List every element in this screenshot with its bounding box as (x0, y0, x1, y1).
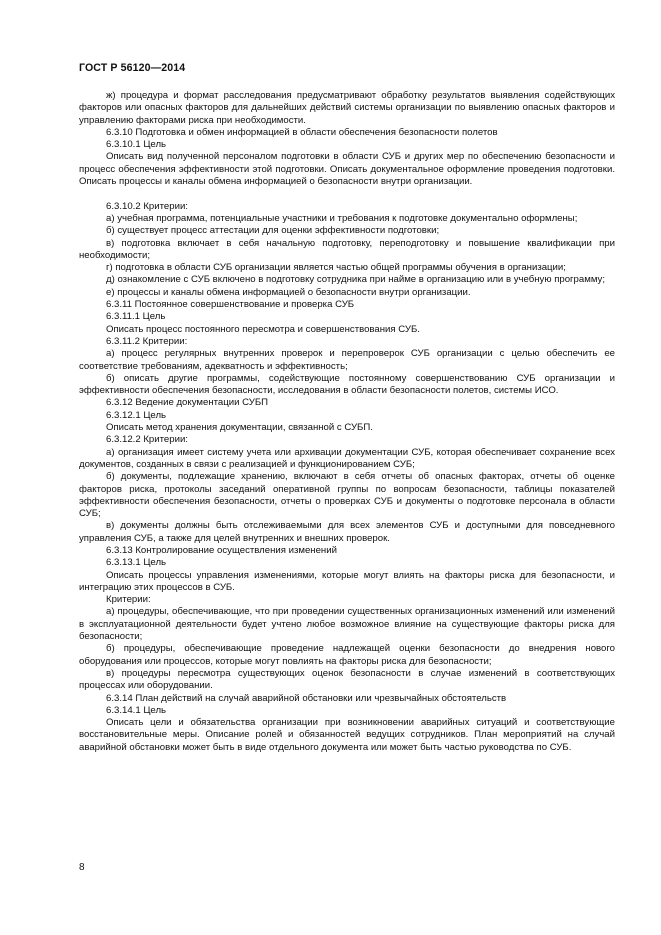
paragraph: 6.3.12 Ведение документации СУБП (106, 397, 269, 409)
paragraph: б) существует процесс аттестации для оценки эффективности подготовки; (106, 225, 440, 237)
paragraph: а) процедуры, обеспечивающие, что при проведении существенных организационных изменений или изменений в эксплуатационной деятельности будет учтено любое возможное влияние на существующие факторы риска для безопасности; (79, 606, 615, 643)
paragraph: б) описать другие программы, содействующие постоянному совершенствованию СУБ организации и эффективности обеспечения безопасности, исследования в области безопасности полетов, системы ИСО. (79, 372, 615, 397)
paragraph: а) учебная программа, потенциальные участники и требования к подготовке документально оформлены; (106, 212, 578, 224)
paragraph: 6.3.11.2 Критерии: (106, 335, 188, 347)
paragraph: Критерии: (106, 594, 151, 606)
paragraph: в) процедуры пересмотра существующих оценок безопасности в случае изменений в соответствующих процессах или оборудовании. (79, 667, 615, 692)
paragraph: в) подготовка включает в себя начальную подготовку, переподготовку и повышение квалификации при необходимости; (79, 237, 615, 261)
paragraph: 6.3.14.1 Цель (106, 704, 167, 716)
paragraph: б) документы, подлежащие хранению, включают в себя отчеты об опасных факторах, отчеты об оценке факторов риска, протоколы заседаний оперативной группы по вопросам безопасности, таблицы показателей эффективности обеспечения безопасности, отчеты о проверках СУБ и документы о подготовке персонала в области СУБ; (79, 471, 615, 520)
paragraph: а) организация имеет систему учета или архивации документации СУБ, которая обеспечивает сохранение всех документов, созданных в связи с реализацией и функционированием СУБ; (79, 446, 615, 470)
paragraph: 6.3.12.2 Критерии: (106, 434, 188, 446)
paragraph: б) процедуры, обеспечивающие проведение надлежащей оценки безопасности до внедрения нового оборудования или процессов, которые могут повлиять на факторы риска для безопасности; (79, 643, 615, 667)
paragraph: Описать процесс постоянного пересмотра и совершенствования СУБ. (106, 323, 420, 335)
paragraph: 6.3.13 Контролирование осуществления изменений (106, 544, 337, 556)
paragraph: 6.3.10.1 Цель (106, 139, 167, 151)
paragraph: е) процессы и каналы обмена информацией о безопасности внутри организации. (106, 286, 471, 298)
paragraph: в) документы должны быть отслеживаемыми для всех элементов СУБ и доступными для повседневного управления СУБ, а также для целей внутренних и внешних проверок. (79, 520, 615, 544)
paragraph: г) подготовка в области СУБ организации является частью общей программы обучения в организации; (106, 262, 566, 274)
paragraph: 6.3.11.1 Цель (106, 311, 166, 323)
paragraph: Описать цели и обязательства организации при возникновении аварийных ситуаций и соответствующие восстановительные меры. Описание ролей и обязанностей ведущих сотрудников. План мероприятий на случай аварийной обстановки может быть в виде отдельного документа или может быть частью руководства по СУБ. (79, 717, 615, 753)
paragraph: 6.3.13.1 Цель (106, 557, 167, 569)
paragraph: 6.3.10 Подготовка и обмен информацией в области обеспечения безопасности полетов (106, 126, 498, 138)
paragraph: ж) процедура и формат расследования предусматривают обработку результатов выявления содействующих факторов или опасных факторов для дальнейших действий системы организации по выявлению опасных факторов и управлению факторами риска при необходимости. (79, 90, 615, 126)
paragraph: 6.3.14 План действий на случай аварийной обстановки или чрезвычайных обстоятельств (106, 692, 507, 704)
paragraph: Описать процессы управления изменениями, которые могут влиять на факторы риска для безопасности, и интеграцию этих процессов в СУБ. (79, 569, 615, 593)
paragraph: Описать метод хранения документации, связанной с СУБП. (106, 422, 373, 434)
paragraph: д) ознакомление с СУБ включено в подготовку сотрудника при найме в организацию или в учебную программу; (106, 274, 605, 286)
document-body (79, 90, 615, 754)
paragraph: 6.3.11 Постоянное совершенствование и проверка СУБ (106, 299, 355, 311)
paragraph: 6.3.12.1 Цель (106, 409, 167, 421)
paragraph: 6.3.10.2 Критерии: (106, 200, 188, 212)
paragraph: Описать вид полученной персоналом подготовки в области СУБ и других мер по обеспечению безопасности и процесс обеспечения эффективности этой подготовки. Описать документальное оформление проведения подготовки. Описать процессы и каналы обмена информацией о безопасности внутри организации. (79, 151, 615, 188)
standard-header: ГОСТ Р 56120—2014 (79, 62, 186, 74)
paragraph: а) процесс регулярных внутренних проверок и перепроверок СУБ организации с целью обеспечить ее соответствие требованиям, адекватность и эффективность; (79, 348, 615, 372)
page-number: 8 (79, 862, 85, 873)
